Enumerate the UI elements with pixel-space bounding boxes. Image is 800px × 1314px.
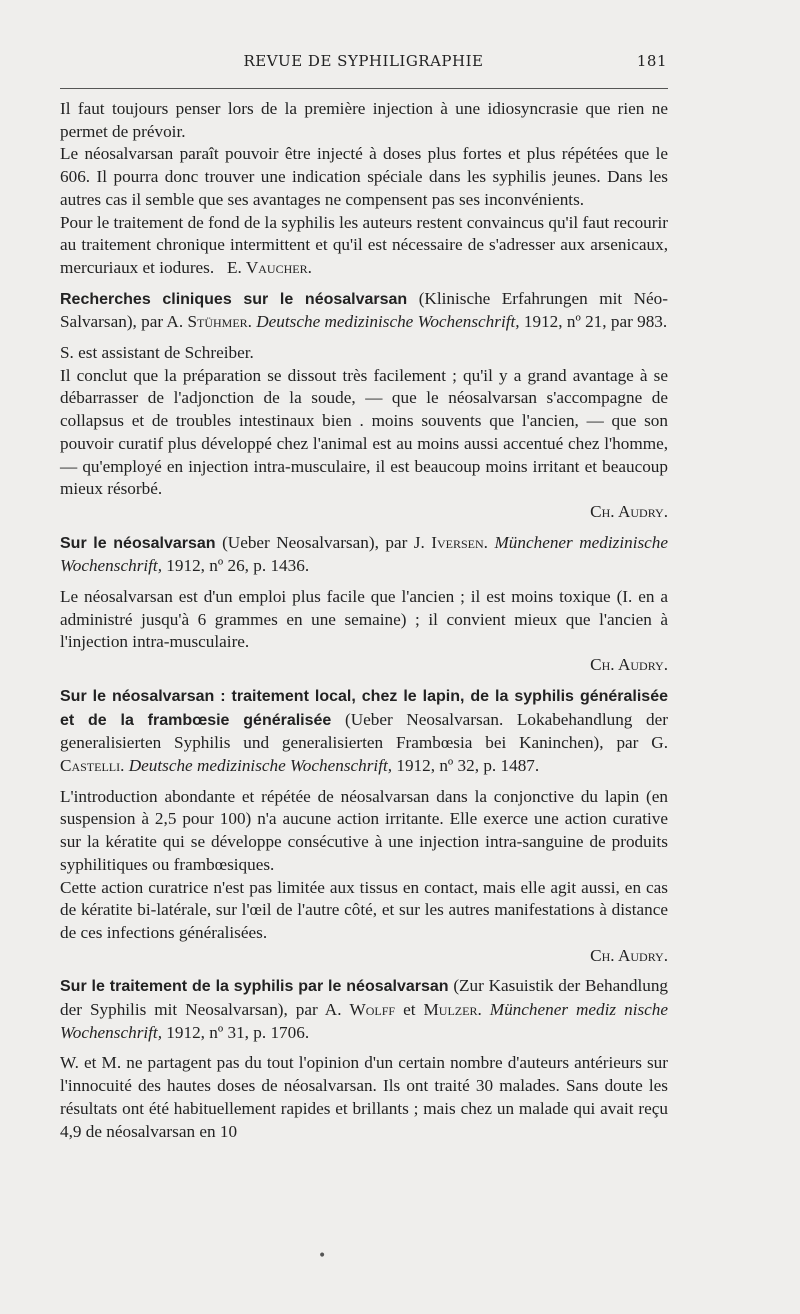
article-citation: Sur le néosalvarsan : traitement local, chez le lapin, de la syphilis généralisée et de la frambœsie généralisée (Ueber Neosalvarsan. Lokabehandlung der generalisierten Syphilis und generalisierten Frambœsia bei Kaninchen), par G. Castelli. Deutsche medizinische Wochenschrift, 1912, nº 32, p. 1487. (60, 687, 669, 775)
paragraph: Cette action curatrice n'est pas limitée aux tissus en contact, mais elle agit aussi, en cas de kératite bi-latérale, sur l'œil de l'autre côté, et sur les autres manifestations à distance de ces infections généralisées. (60, 877, 668, 942)
author: Castelli. (60, 755, 125, 775)
article-citation: Sur le traitement de la syphilis par le néosalvarsan (Zur Kasuistik der Behandlung der Syphilis mit Neosalvarsan), par A. Wolff et Mulzer. Münchener mediz nische Wochenschrift, 1912, nº 31, p. 1706. (60, 976, 669, 1042)
journal-name: Deutsche medizinische Wochenschrift, (128, 755, 393, 775)
paragraph: S. est assistant de Schreiber. (60, 343, 254, 363)
article-title: Sur le néosalvarsan (60, 534, 216, 552)
signature: E. Vaucher. (227, 257, 312, 277)
signature: Ch. Audry. (590, 655, 668, 675)
journal-name: Münchener medizinische Wochenschrift, (60, 532, 669, 576)
body-text (60, 98, 668, 1143)
paragraph: L'introduction abondante et répétée de néosalvarsan dans la conjonctive du lapin (en suspension à 2,5 pour 100) n'a aucune action irritante. Elle exerce une action curative sur la kératite qui se développe consécutive à une injection intra-sanguine de produits syphilitiques ou frambœsiques. (60, 786, 668, 874)
article-citation: Sur le néosalvarsan (Ueber Neosalvarsan), par J. Iversen. Münchener medizinische Wochenschrift, 1912, nº 26, p. 1436. (60, 532, 669, 576)
paragraph: Il conclut que la préparation se dissout très facilement ; qu'il y a grand avantage à se débarrasser de l'adjonction de la soude, — que le néosalvarsan s'accompagne de collapsus et de troubles intestinaux bien . moins souvents que l'ancien, — que son pouvoir curatif plus développé chez l'animal est au moins aussi accentué chez l'homme, — qu'employé en injection intra-musculaire, il est beaucoup moins irritant et beaucoup mieux résorbé. (60, 365, 668, 499)
paragraph: Le néosalvarsan est d'un emploi plus facile que l'ancien ; il est moins toxique (I. en a administré jusqu'à 6 grammes en une semaine) ; il convient mieux que l'ancien à l'injection intra-musculaire. (60, 587, 668, 652)
journal-name: Deutsche medizinische Wochenschrift, (256, 312, 520, 332)
article-title: Recherches cliniques sur le néosalvarsan (60, 290, 408, 308)
signature: Ch. Audry. (590, 945, 668, 965)
article-citation: Recherches cliniques sur le néosalvarsan (Klinische Erfahrungen mit Néo-Salvarsan), par A. Stühmer. Deutsche medizinische Wochenschrift, 1912, nº 21, par 983. (60, 288, 668, 332)
journal-name: Münchener mediz nische Wochenschrift, (60, 1000, 669, 1042)
paragraph: Il faut toujours penser lors de la première injection à une idiosyncrasie que rien ne permet de prévoir. (60, 99, 668, 141)
stray-ink-mark: • (318, 1248, 327, 1264)
journal-title: REVUE DE SYPHILIGRAPHIE (243, 52, 484, 70)
author: Stühmer (187, 312, 248, 332)
author: Mulzer. (423, 1000, 482, 1020)
page-number: 181 (636, 52, 667, 70)
article-title: Sur le traitement de la syphilis par le néosalvarsan (60, 978, 449, 996)
paragraph: Le néosalvarsan paraît pouvoir être injecté à doses plus fortes et plus répétées que le 606. Il pourra donc trouver une indication spéciale dans les syphilis jeunes. Dans les autres cas il semble que ses avantages ne compensent pas ses inconvénients. (60, 144, 668, 209)
signature: Ch. Audry. (590, 501, 668, 521)
article-title: Sur le néosalvarsan : traitement local, chez le lapin, de la syphilis généralisée et de la frambœsie généralisée (60, 687, 668, 729)
author: Iversen. (431, 532, 488, 552)
header-rule (60, 88, 668, 89)
paragraph: Pour le traitement de fond de la syphilis les auteurs restent convaincus qu'il faut recourir au traitement chronique intermittent et qu'il est nécessaire de s'adresser aux arsenicaux, mercuriaux et iodures. E. Vaucher. (60, 212, 668, 277)
running-header (60, 52, 667, 74)
author: Wolff (349, 1000, 396, 1020)
paragraph: W. et M. ne partagent pas du tout l'opinion d'un certain nombre d'auteurs antérieurs sur l'innocuité des hautes doses de néosalvarsan. Ils ont traité 30 malades. Sans doute les résultats ont été habituellement rapides et brillants ; mais chez un malade qui avait reçu 4,9 de néosalvarsan en 10 (60, 1053, 668, 1141)
